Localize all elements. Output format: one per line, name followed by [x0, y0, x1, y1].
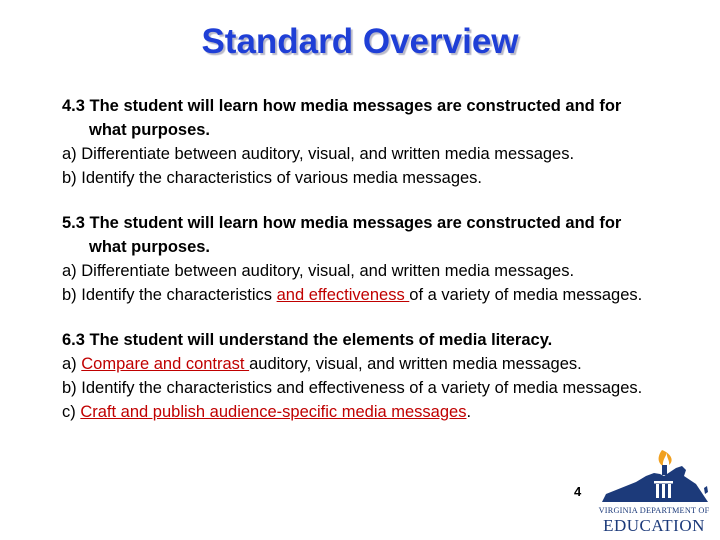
standard-5-3-heading: 5.3 The student will learn how media messages are constructed and for what purposes.: [62, 214, 622, 256]
virginia-map-icon: [596, 446, 712, 506]
standard-4-3-heading: 4.3 The student will learn how media messages are constructed and for what purposes.: [62, 97, 622, 139]
highlight-compare-and-contrast: Compare and contrast: [81, 355, 250, 373]
standard-4-3-item-a: a) Differentiate between auditory, visual, and written media messages.: [62, 145, 575, 163]
page-number: 4: [574, 484, 582, 499]
standard-6-3-item-b: b) Identify the characteristics and effectiveness of a variety of media messages.: [62, 379, 643, 397]
standard-4-3: [62, 94, 662, 190]
highlight-craft-and-publish: Craft and publish audience-specific media messages: [80, 403, 467, 421]
spacer: [62, 190, 662, 211]
slide-title: Standard Overview: [201, 22, 519, 61]
standard-6-3-item-a: [62, 352, 662, 376]
item-c-prefix: c): [62, 403, 81, 421]
item-a-prefix: a): [62, 355, 82, 373]
item-b-prefix: b) Identify the characteristics: [62, 286, 277, 304]
highlight-and-effectiveness: and effectiveness: [276, 286, 410, 304]
spacer: [62, 307, 662, 328]
standard-6-3: [62, 328, 662, 424]
standard-6-3-heading: 6.3 The student will understand the elements of media literacy.: [62, 331, 553, 349]
standard-5-3-item-a: a) Differentiate between auditory, visual, and written media messages.: [62, 262, 575, 280]
standard-6-3-item-c: [62, 400, 662, 424]
standard-5-3-item-b: [62, 283, 662, 307]
logo-text-virginia: VIRGINIA DEPARTMENT OF: [598, 506, 710, 515]
item-c-suffix: .: [466, 403, 472, 421]
item-b-suffix: of a variety of media messages.: [409, 286, 643, 304]
standards-content: [62, 94, 662, 424]
standard-4-3-item-b: b) Identify the characteristics of various media messages.: [62, 169, 483, 187]
vdoe-logo: [596, 446, 712, 536]
logo-text-education: EDUCATION: [603, 516, 705, 535]
standard-5-3: [62, 211, 662, 307]
item-a-suffix: auditory, visual, and written media messages.: [249, 355, 582, 373]
